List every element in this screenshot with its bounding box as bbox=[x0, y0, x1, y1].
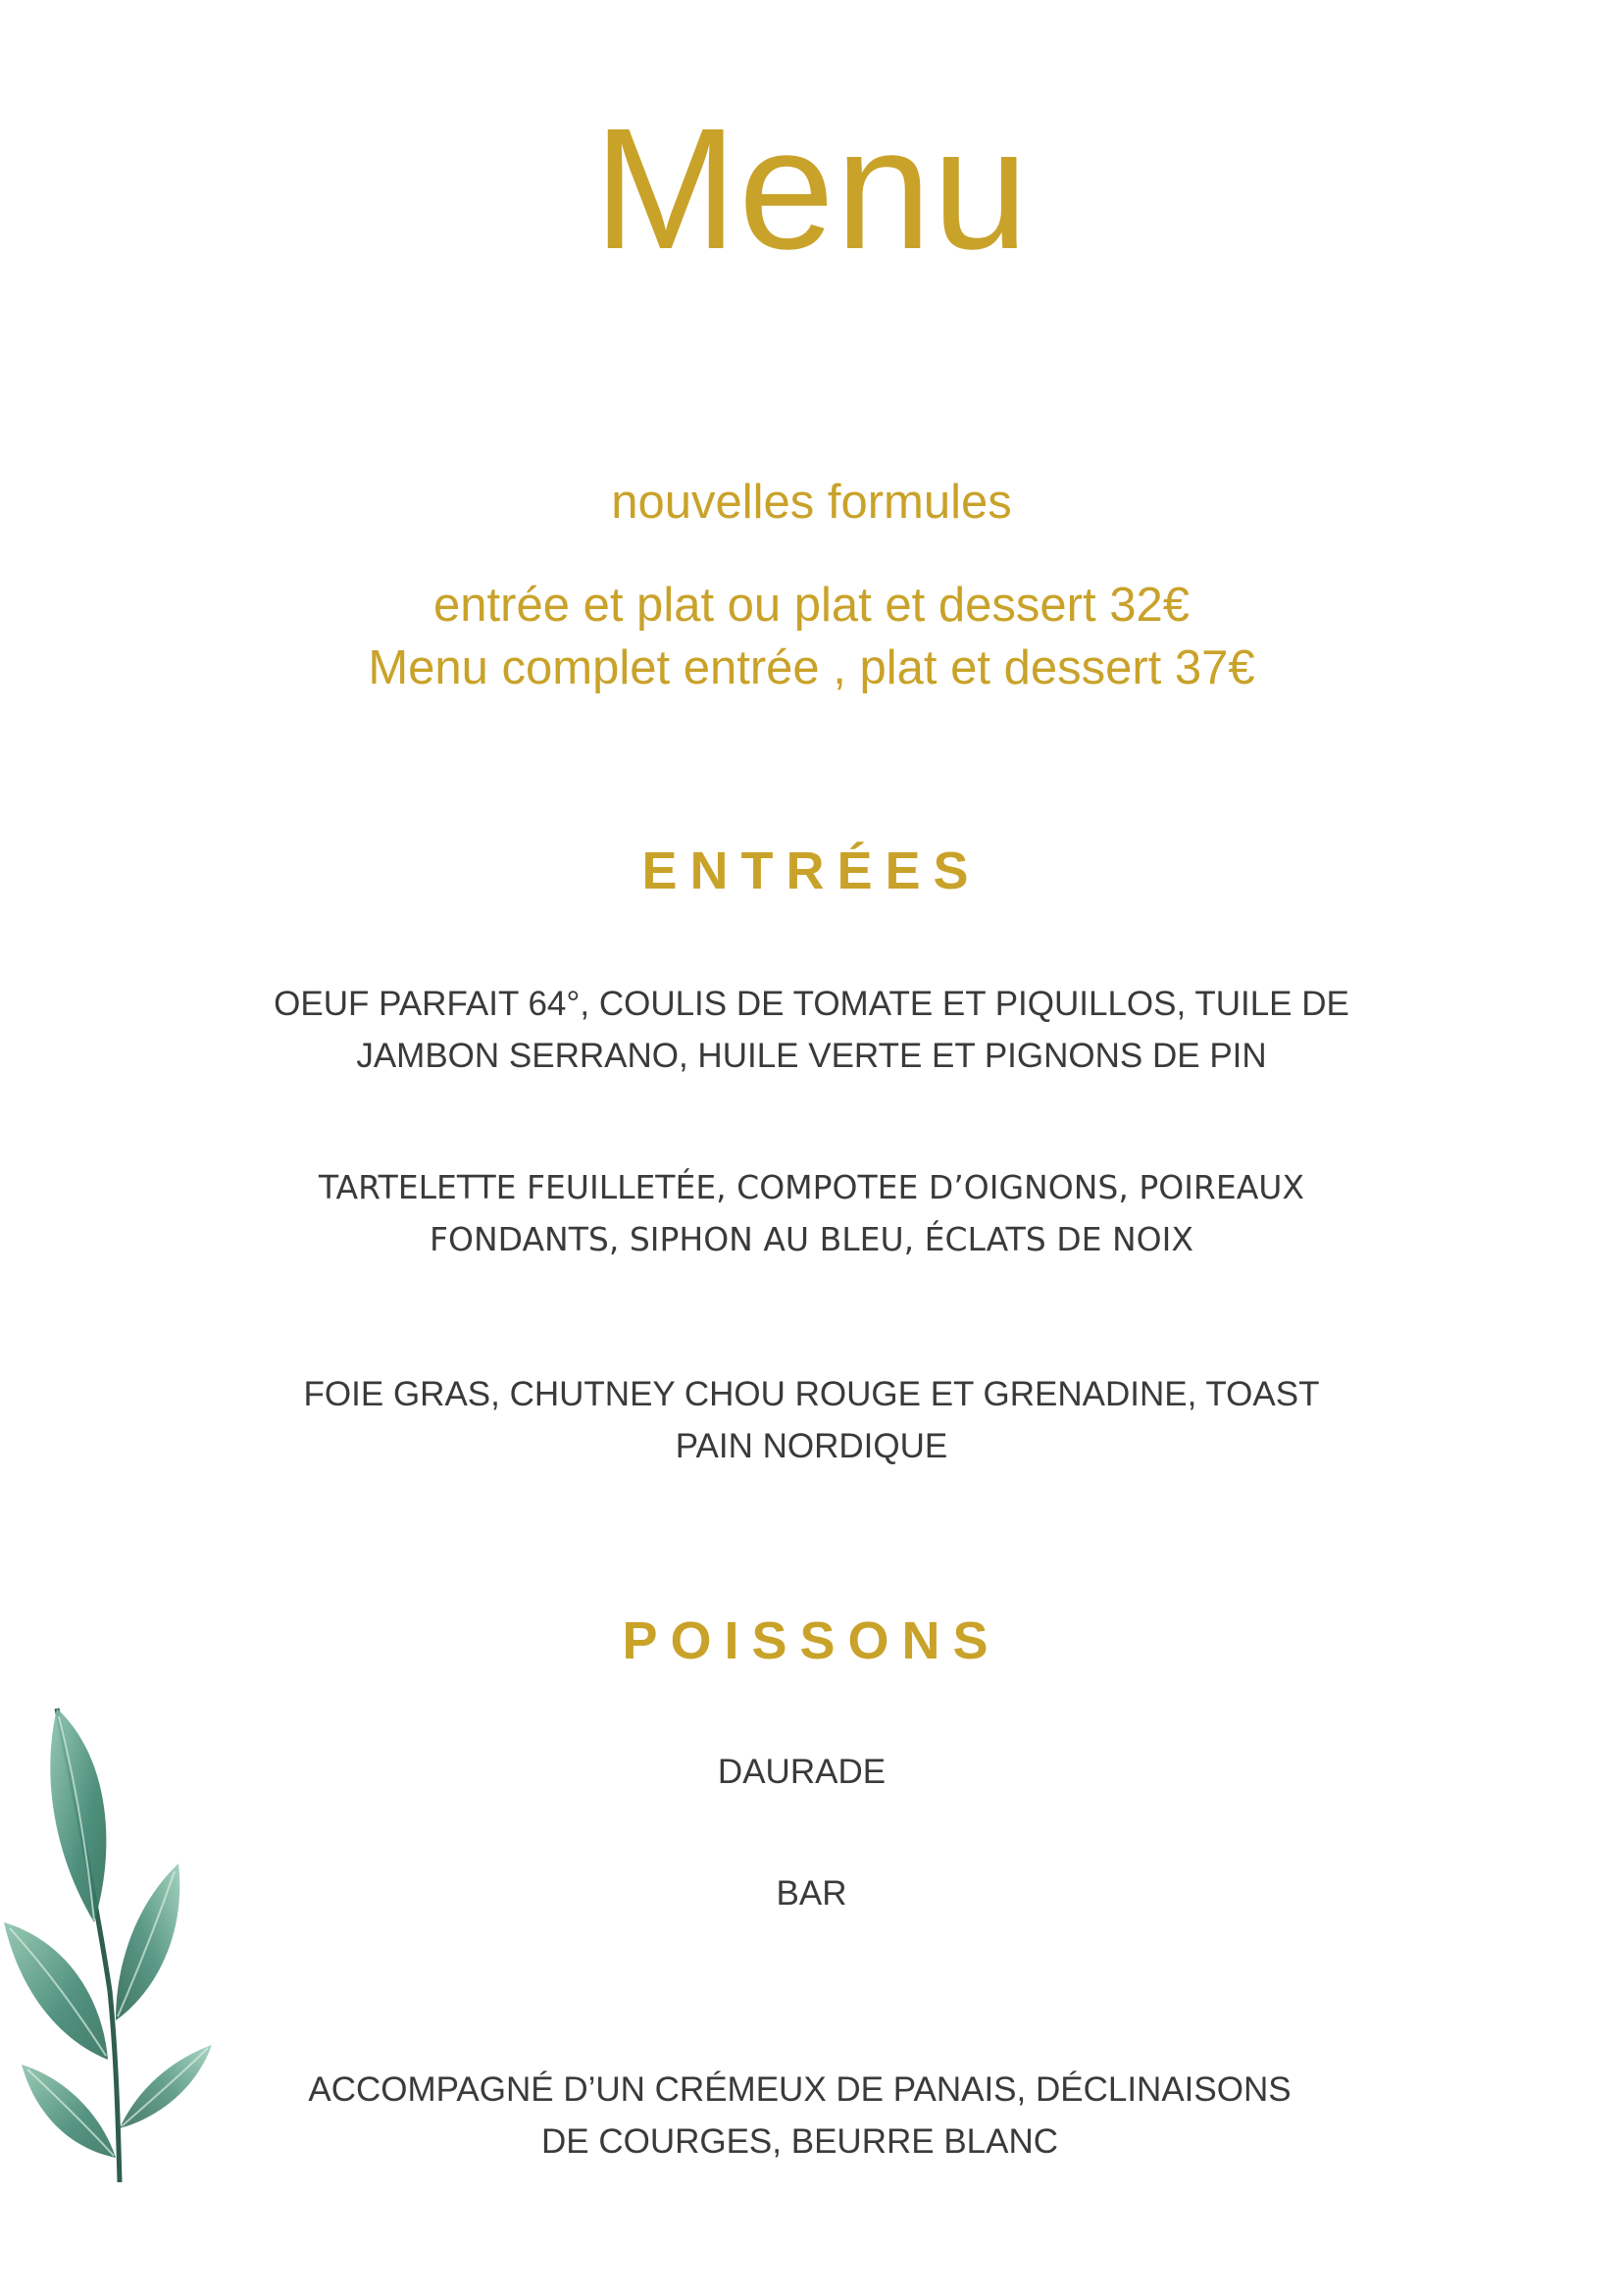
page-title: Menu bbox=[593, 93, 1030, 285]
dish-line: FOIE GRAS, CHUTNEY CHOU ROUGE ET GRENADINE, TOAST bbox=[303, 1375, 1320, 1413]
dish-line: BAR bbox=[776, 1874, 847, 1913]
dish-line: DE COURGES, BEURRE BLANC bbox=[540, 2122, 1059, 2161]
formules-heading: nouvelles formules bbox=[611, 476, 1012, 529]
dish-line: JAMBON SERRANO, HUILE VERTE ET PIGNONS DE PIN bbox=[356, 1037, 1267, 1075]
section-heading-poissons: POISSONS bbox=[622, 1611, 1001, 1670]
dish-line: PAIN NORDIQUE bbox=[675, 1427, 948, 1465]
dish-line: ACCOMPAGNÉ D’UN CRÉMEUX DE PANAIS, DÉCLINAISONS bbox=[308, 2070, 1292, 2109]
dish-line: TARTELETTE FEUILLETÉE, COMPOTEE D’OIGNONS, POIREAUX bbox=[318, 1168, 1305, 1206]
dish-line: FONDANTS, SIPHON AU BLEU, ÉCLATS DE NOIX bbox=[430, 1220, 1193, 1258]
dish-line: OEUF PARFAIT 64°, COULIS DE TOMATE ET PIQUILLOS, TUILE DE bbox=[274, 985, 1349, 1023]
formule-line: Menu complet entrée , plat et dessert 37€ bbox=[368, 641, 1255, 694]
leaf-branch-decoration bbox=[0, 1697, 226, 2187]
formule-line: entrée et plat ou plat et dessert 32€ bbox=[433, 579, 1190, 632]
dish-line: DAURADE bbox=[717, 1753, 887, 1791]
section-heading-entrees: ENTRÉES bbox=[641, 842, 982, 900]
